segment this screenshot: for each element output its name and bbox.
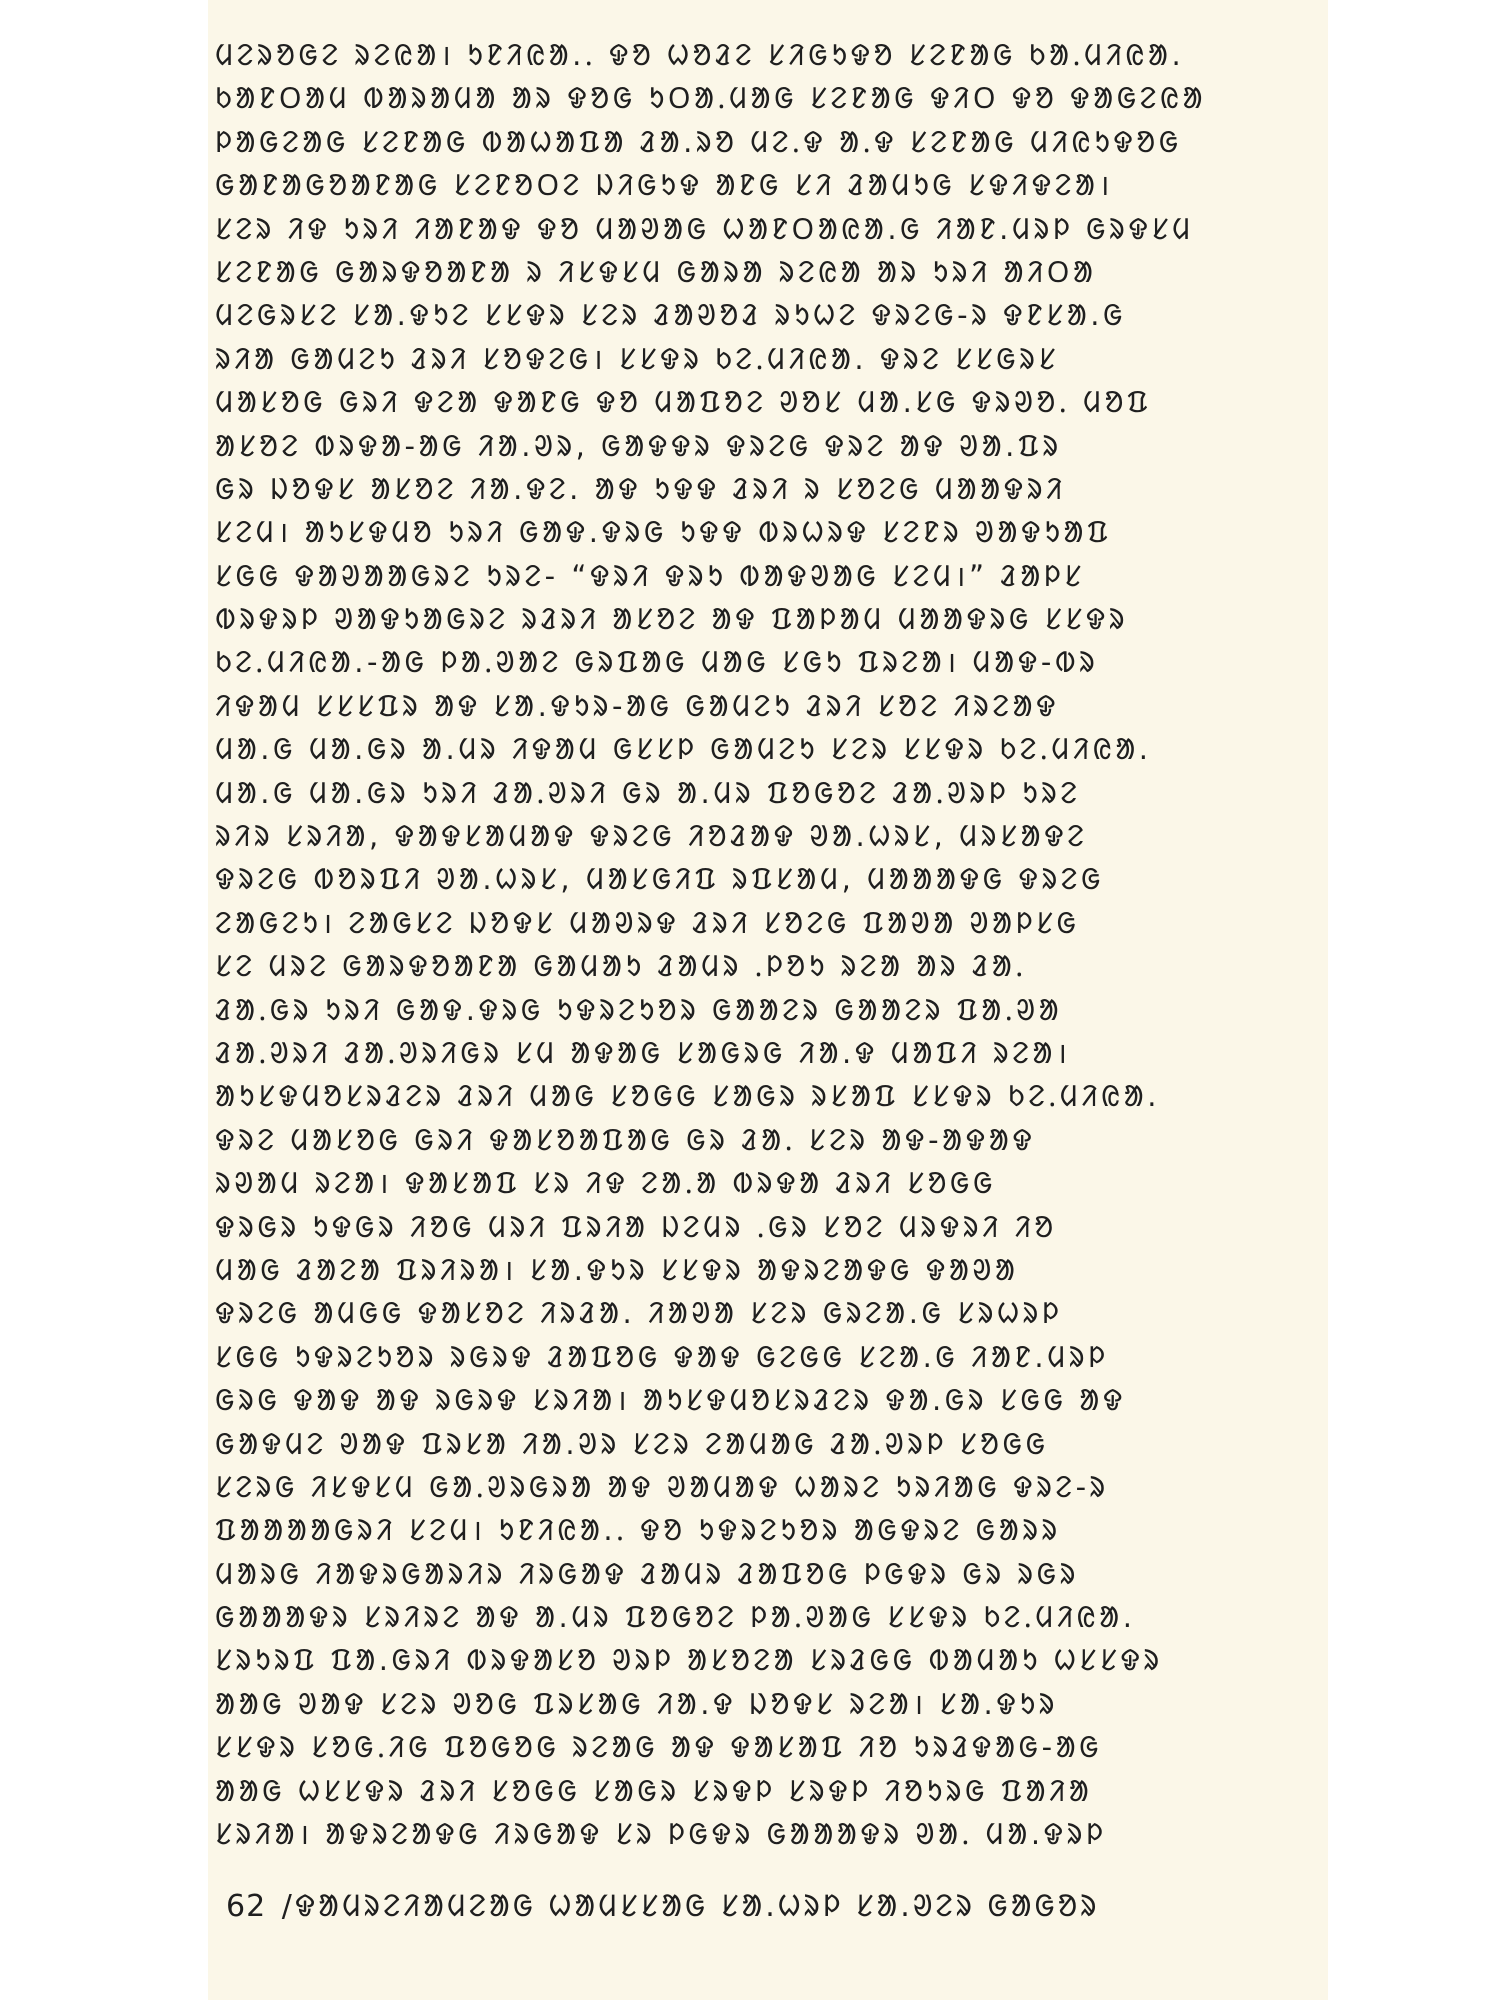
text-line: ᱜᱨᱜ ᱫᱟᱫ ᱟᱫ ᱨᱜᱨᱫ ᱥᱨᱤᱟ। ᱟᱩᱥᱫᱢᱚᱥᱨᱲᱮᱨ ᱫᱟ.ᱜᱨ ᱥᱜᱜ ᱟᱫ: [215, 1383, 1126, 1418]
text-line: ᱠᱟᱱᱛᱟᱢ ᱵᱟᱨᱟᱢᱟ ᱟᱨ ᱫᱚᱜ ᱩᱛᱟᱹᱢᱟᱜ ᱥᱮᱱᱟᱜ ᱫᱤᱛ ᱫᱚ ᱫᱟᱜᱮᱭᱟ: [215, 81, 1207, 116]
text-line: ᱜᱟᱫᱢᱮ ᱣᱟᱫ ᱯᱨᱥᱟ ᱤᱟ.ᱣᱨ ᱥᱮᱨ ᱮᱟᱢᱟᱜ ᱲᱟᱹᱣᱨᱞ ᱥᱚᱜᱜ: [215, 1426, 1049, 1461]
body-text: [215, 34, 1319, 1856]
page-number: 62: [226, 1889, 267, 1924]
text-line: ᱞᱟᱜᱮᱟᱜ ᱥᱮᱱᱟᱜ ᱵᱟᱦᱟᱯᱟ ᱲᱟ.ᱨᱚ ᱢᱮᱹᱫ ᱟᱹᱫ ᱥᱮᱱᱟᱜ ᱢᱤᱭᱩᱫᱚᱜ: [215, 124, 1182, 159]
text-line: ᱮᱟᱜᱮᱩ। ᱮᱟᱜᱥᱮ ᱡᱚᱫᱥ ᱢᱟᱣᱨᱫ ᱲᱨᱤ ᱥᱚᱮᱜ ᱯᱟᱣᱟ ᱣᱟᱞᱥᱜ: [215, 905, 1080, 940]
text-line: ᱜᱨ ᱡᱚᱫᱥ ᱟᱥᱚᱮ ᱤᱟ.ᱫᱮ. ᱟᱫ ᱩᱫᱫ ᱲᱨᱤ ᱨ ᱥᱚᱮᱜ ᱢᱟᱟᱫᱨᱤ: [215, 471, 1066, 506]
text-line: ᱟᱩᱥᱫᱢᱚᱥᱨᱲᱮᱨ ᱲᱨᱤ ᱢᱟᱜ ᱥᱚᱜᱜ ᱥᱟᱜᱨ ᱨᱥᱟᱯ ᱥᱥᱫᱨ ᱠᱮᱹᱢᱤᱭᱟ.: [215, 1079, 1160, 1114]
text-line: ᱥᱮᱨ ᱤᱫ ᱩᱨᱤ ᱤᱟᱱᱟᱫ ᱫᱚ ᱢᱟᱣᱟᱜ ᱦᱟᱱᱛᱟᱭᱟ.ᱜ ᱤᱟᱱ.ᱢᱨᱞ ᱜᱨᱫᱥᱢ: [215, 211, 1194, 246]
text-line: ᱜᱟᱱᱟᱜᱚᱟᱱᱟᱜ ᱥᱮᱱᱚᱛᱮ ᱡᱤᱜᱩᱫ ᱟᱱᱜ ᱥᱤ ᱲᱟᱢᱩᱜ ᱥᱫᱤᱫᱮᱟ।: [215, 168, 1113, 203]
text-line: ᱥᱥᱫᱨ ᱥᱚᱜᱹᱤᱜ ᱯᱚᱜᱚᱜ ᱨᱮᱟᱜ ᱟᱫ ᱫᱟᱥᱟᱯ ᱤᱚ ᱩᱨᱲᱫᱟᱜ-ᱟᱜ: [215, 1730, 1103, 1765]
text-line: ᱢᱮᱨᱚᱜᱮ ᱨᱮᱭᱟ। ᱩᱱᱤᱭᱟ.ᱹ ᱫᱚ ᱦᱚᱲᱮ ᱥᱤᱜᱩᱫᱚ ᱥᱮᱱᱟᱜ ᱠᱟᱹᱢᱤᱭᱟ.: [215, 38, 1185, 72]
text-line: ᱥᱜᱜ ᱩᱫᱨᱮᱩᱚᱨ ᱨᱜᱨᱫ ᱲᱟᱯᱚᱜ ᱫᱟᱫ ᱜᱮᱜᱜ ᱥᱮᱟ.ᱜ ᱤᱟᱱ.ᱢᱨᱞ: [215, 1339, 1109, 1374]
text-line: ᱢᱟ.ᱜ ᱢᱟ.ᱜᱨ ᱟ.ᱢᱨ ᱤᱫᱟᱢ ᱜᱥᱥᱞ ᱜᱟᱢᱮᱩ ᱥᱮᱨ ᱥᱥᱫᱨ ᱠᱮᱹᱢᱤᱭᱟ.: [215, 732, 1152, 767]
text-line: ᱨᱤᱨ ᱥᱨᱤᱟ, ᱫᱟᱫᱥᱟᱢᱟᱫ ᱫᱨᱮᱜ ᱤᱚᱲᱟᱫ ᱣᱟ.ᱦᱨᱥ, ᱢᱨᱥᱟᱫᱮ: [215, 819, 1088, 854]
text-line: ᱤᱫᱟᱢ ᱥᱥᱥᱯᱨ ᱟᱫ ᱥᱟ.ᱫᱩᱨ-ᱟᱜ ᱜᱟᱢᱮᱩ ᱲᱨᱤ ᱥᱚᱮ ᱤᱨᱮᱟᱫ: [215, 688, 1060, 723]
text-line: ᱫᱨᱮᱜ ᱵᱚᱨᱯᱤ ᱣᱟ.ᱦᱨᱥ, ᱢᱟᱥᱜᱤᱯ ᱨᱯᱥᱟᱢ, ᱢᱟᱟᱟᱫᱜ ᱫᱨᱮᱜ: [215, 862, 1105, 897]
running-head: /ᱫᱟᱢᱨᱮᱤᱟᱢᱮᱟᱜ ᱦᱟᱢᱥᱥᱟᱜ ᱥᱟ.ᱦᱨᱞ ᱥᱟ.ᱣᱮᱨ ᱜᱟᱜᱚᱨ: [281, 1889, 1100, 1924]
text-line: ᱥᱮᱢ। ᱟᱩᱥᱫᱢᱚ ᱩᱨᱤ ᱜᱟᱫ.ᱫᱨᱜ ᱩᱫᱫ ᱵᱨᱦᱨᱫ ᱥᱮᱱᱨ ᱣᱟᱫᱩᱟᱯ: [215, 515, 1112, 550]
text-line: ᱠᱮᱹᱢᱤᱭᱟ.-ᱟᱜ ᱞᱟᱹᱣᱟᱮ ᱜᱨᱯᱟᱜ ᱢᱟᱜ ᱥᱜᱩ ᱯᱨᱮᱟ। ᱢᱟᱫ-ᱵᱨ: [215, 645, 1099, 680]
text-line: ᱫᱨᱜᱨ ᱩᱫᱜᱨ ᱤᱚᱜ ᱢᱨᱤ ᱯᱨᱤᱟ ᱡᱮᱢᱨ ᱹᱜᱨ ᱥᱚᱮ ᱢᱨᱫᱨᱤ ᱤᱚ: [215, 1209, 1057, 1244]
page-footer: [226, 1884, 1226, 1925]
text-line: ᱥᱨᱤᱟ। ᱟᱫᱨᱮᱟᱫᱜ ᱤᱨᱜᱟᱫ ᱥᱨ ᱞᱜᱫᱨ ᱜᱟᱟᱟᱫᱨ ᱣᱟᱹ ᱢᱟ.ᱫᱨᱞ: [215, 1817, 1107, 1852]
text-line: ᱥᱮᱨᱜ ᱤᱥᱫᱥᱢ ᱜᱟᱹᱣᱨᱜᱨᱟ ᱟᱫ ᱣᱟᱢᱟᱫ ᱦᱟᱨᱮ ᱩᱨᱤᱟᱜ ᱫᱨᱮ-ᱨ: [215, 1469, 1109, 1504]
text-line: ᱢᱟᱜ ᱲᱟᱮᱟ ᱯᱨᱤᱨᱟ। ᱥᱟ.ᱫᱩᱨ ᱥᱥᱫᱨ ᱟᱫᱨᱮᱟᱫᱜ ᱫᱟᱣᱟ: [215, 1252, 1019, 1287]
text-line: ᱥᱜᱜ ᱫᱟᱣᱟᱟᱜᱨᱮ ᱩᱨᱮ- “ᱫᱨᱤ ᱫᱨᱩ ᱵᱟᱫᱣᱟᱜ ᱥᱮᱢ।” ᱲᱟᱞᱥ: [215, 558, 1085, 593]
text-line: ᱲᱟᱹᱣᱨᱤ ᱲᱟᱹᱣᱨᱤᱜᱨ ᱥᱢ ᱟᱫᱟᱜ ᱥᱟᱜᱨᱜ ᱤᱟ.ᱫ ᱢᱟᱯᱤ ᱨᱮᱟ।: [215, 1035, 1071, 1070]
text-line: ᱟᱥᱚᱮ ᱵᱨᱫᱟ-ᱟᱜ ᱤᱟ.ᱣᱨ, ᱜᱟᱫᱫᱨ ᱫᱨᱮᱜ ᱫᱨᱮ ᱟᱫ ᱣᱟ.ᱯᱨ: [215, 428, 1062, 463]
text-line: ᱢᱮᱜᱨᱥᱮ ᱥᱟ.ᱫᱩᱮ ᱥᱥᱫᱨ ᱥᱮᱨ ᱲᱟᱣᱚᱲ ᱨᱩᱦᱮ ᱫᱨᱮᱜ-ᱨ ᱫᱱᱥᱟ.ᱜ: [215, 298, 1127, 333]
text-line: ᱥᱮᱱᱟᱜ ᱜᱟᱨᱫᱚᱟᱱᱟ ᱨ ᱤᱥᱫᱥᱢ ᱜᱟᱨᱟ ᱨᱮᱭᱟ ᱟᱨ ᱩᱨᱤ ᱟᱤᱛᱟ: [215, 254, 1097, 289]
text-line: ᱜᱟᱟᱟᱫᱨ ᱥᱨᱤᱨᱮ ᱟᱫ ᱟ.ᱢᱨ ᱯᱚᱜᱚᱮ ᱞᱟᱹᱣᱟᱜ ᱥᱥᱫᱨ ᱠᱮᱹᱢᱤᱭᱟ.: [215, 1600, 1136, 1635]
text-line: ᱵᱨᱫᱨᱞ ᱣᱟᱫᱩᱟᱜᱨᱮ ᱨᱲᱨᱤ ᱟᱥᱚᱮ ᱟᱫ ᱯᱟᱞᱟᱢ ᱢᱟᱟᱫᱨᱜ ᱥᱥᱫᱨ: [215, 602, 1129, 637]
text-line: ᱢᱟᱥᱚᱜ ᱜᱨᱤ ᱫᱮᱟ ᱫᱟᱱᱜ ᱫᱚ ᱢᱟᱯᱚᱮ ᱣᱚᱥ ᱢᱟ.ᱥᱜ ᱫᱨᱣᱚᱹ ᱢᱚᱯ: [215, 385, 1152, 420]
text-line: ᱫᱨᱮᱜ ᱟᱢᱜᱜ ᱫᱟᱥᱚᱮ ᱤᱨᱲᱟ. ᱤᱟᱣᱟ ᱥᱮᱨ ᱜᱨᱮᱟ.ᱜ ᱥᱨᱦᱨᱞ: [215, 1296, 1063, 1331]
text-line: ᱫᱨᱮ ᱢᱟᱥᱚᱜ ᱜᱨᱤ ᱫᱟᱥᱚᱟᱯᱟᱜ ᱜᱨ ᱲᱟᱹ ᱥᱮᱨ ᱟᱫ-ᱟᱫᱟᱫ: [215, 1122, 1036, 1157]
text-line: ᱟᱟᱜ ᱦᱥᱥᱫᱨ ᱲᱨᱤ ᱥᱚᱜᱜ ᱥᱟᱜᱨ ᱥᱨᱫᱞ ᱥᱨᱫᱞ ᱤᱚᱩᱨᱜ ᱯᱟᱤᱟ: [215, 1773, 1093, 1808]
text-line: ᱢᱟ.ᱜ ᱢᱟ.ᱜᱨ ᱩᱨᱤ ᱲᱟᱹᱣᱨᱤ ᱜᱨ ᱟ.ᱢᱨ ᱯᱚᱜᱚᱮ ᱲᱟᱹᱣᱨᱞ ᱩᱨᱮ: [215, 775, 1081, 810]
text-line: ᱢᱟᱨᱜ ᱤᱟᱫᱨᱜᱟᱨᱤᱨ ᱤᱨᱜᱟᱫ ᱲᱟᱢᱨ ᱲᱟᱯᱚᱜ ᱞᱜᱫᱨ ᱜᱨ ᱨᱜᱨ: [215, 1556, 1079, 1591]
text-line: ᱲᱟᱹᱜᱨ ᱩᱨᱤ ᱜᱟᱫ.ᱫᱨᱜ ᱩᱫᱨᱮᱩᱚᱨ ᱜᱟᱟᱮᱨ ᱜᱟᱟᱮᱨ ᱯᱟᱹᱣᱟ: [215, 992, 1063, 1027]
text-line: ᱨᱤᱟ ᱜᱟᱢᱮᱩ ᱲᱨᱤ ᱥᱚᱫᱮᱜ। ᱥᱥᱫᱨ ᱠᱮᱹᱢᱤᱭᱟ. ᱫᱨᱮ ᱥᱥᱜᱨᱥ: [215, 341, 1059, 376]
text-line: ᱥᱮ ᱢᱨᱮ ᱜᱟᱨᱫᱚᱟᱱᱟ ᱜᱟᱢᱟᱩ ᱲᱟᱢᱨ ᱹᱞᱚᱩ ᱨᱮᱟ ᱟᱨ ᱲᱟᱹ: [215, 949, 1027, 984]
text-line: ᱥᱨᱩᱨᱯ ᱯᱟ.ᱜᱨᱤ ᱵᱨᱫᱟᱥᱚ ᱣᱨᱞ ᱟᱥᱚᱮᱟ ᱥᱨᱲᱜᱜ ᱵᱟᱢᱟᱩ ᱦᱥᱥᱫᱨ: [215, 1643, 1163, 1678]
text-line: ᱨᱣᱟᱢ ᱨᱮᱟ। ᱫᱟᱥᱟᱯ ᱥᱨ ᱤᱫ ᱮᱟᱹᱟ ᱵᱨᱫᱟ ᱲᱨᱤ ᱥᱚᱜᱜ: [215, 1166, 997, 1201]
text-line: ᱯᱟᱟᱟᱟᱜᱨᱤ ᱥᱮᱢ। ᱩᱱᱤᱭᱟ.ᱹ ᱫᱚ ᱩᱫᱨᱮᱩᱚᱨ ᱟᱜᱫᱨᱮ ᱜᱟᱨᱨ: [215, 1513, 1061, 1548]
text-line: ᱟᱟᱜ ᱣᱟᱫ ᱥᱮᱨ ᱣᱚᱜ ᱯᱨᱥᱟᱜ ᱤᱟ.ᱫ ᱡᱚᱫᱥ ᱨᱮᱟ। ᱥᱟ.ᱫᱩᱨ: [215, 1686, 1058, 1721]
